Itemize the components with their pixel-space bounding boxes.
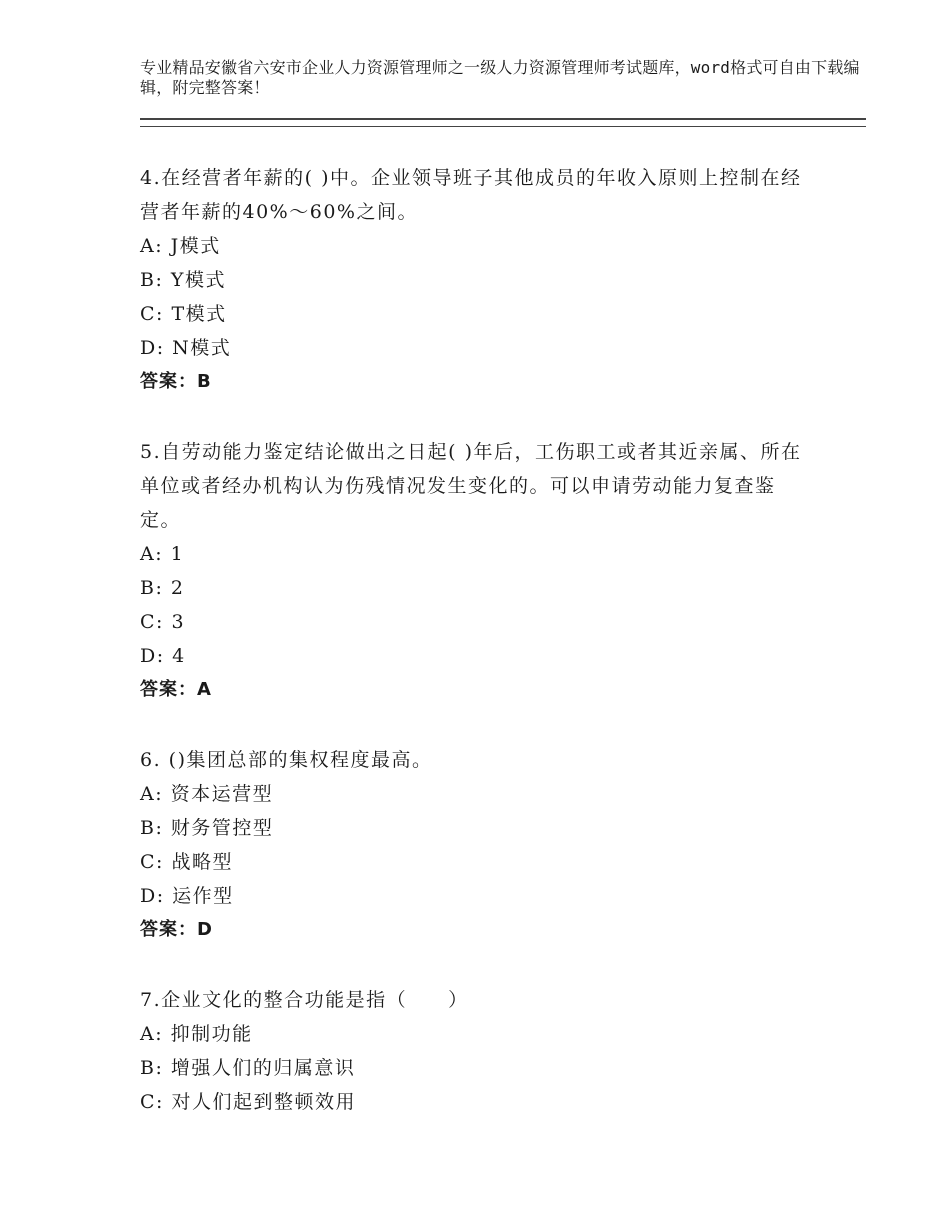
option-c: C: 3: [140, 611, 186, 633]
question-stem: 7.企业文化的整合功能是指（ ）: [140, 989, 469, 1011]
option-b: B: 财务管控型: [140, 817, 274, 839]
option-a: A: 1: [140, 543, 185, 565]
option-b: B: 增强人们的归属意识: [140, 1057, 356, 1079]
option-a: A: 资本运营型: [140, 783, 274, 805]
answer-label: 答案：B: [140, 371, 212, 392]
question-stem: 5.自劳动能力鉴定结论做出之日起( )年后，工伤职工或者其近亲属、所在单位或者经办机构认为伤残情况发生变化的。可以申请劳动能力复查鉴定。: [140, 441, 802, 531]
option-d: D: N模式: [140, 337, 232, 359]
document-page: [140, 58, 866, 1119]
option-c: C: 战略型: [140, 851, 233, 873]
option-a: A: 抑制功能: [140, 1023, 253, 1045]
document-header-title: 专业精品安徽省六安市企业人力资源管理师之一级人力资源管理师考试题库，word格式可自由下载编辑，附完整答案！: [140, 58, 860, 97]
question-7: [140, 983, 866, 1119]
option-c: C: T模式: [140, 303, 227, 325]
option-c: C: 对人们起到整顿效用: [140, 1091, 356, 1113]
answer-label: 答案：D: [140, 919, 213, 940]
option-a: A: J模式: [140, 235, 221, 257]
question-stem: 4.在经营者年薪的( )中。企业领导班子其他成员的年收入原则上控制在经营者年薪的40%～60%之间。: [140, 167, 802, 223]
question-4: [140, 161, 866, 399]
question-6: [140, 743, 866, 947]
option-b: B: 2: [140, 577, 185, 599]
option-d: D: 运作型: [140, 885, 234, 907]
header-divider: [140, 118, 866, 127]
question-5: [140, 435, 866, 707]
question-stem: 6. ()集团总部的集权程度最高。: [140, 749, 433, 771]
option-b: B: Y模式: [140, 269, 226, 291]
answer-label: 答案：A: [140, 679, 212, 700]
option-d: D: 4: [140, 645, 186, 667]
